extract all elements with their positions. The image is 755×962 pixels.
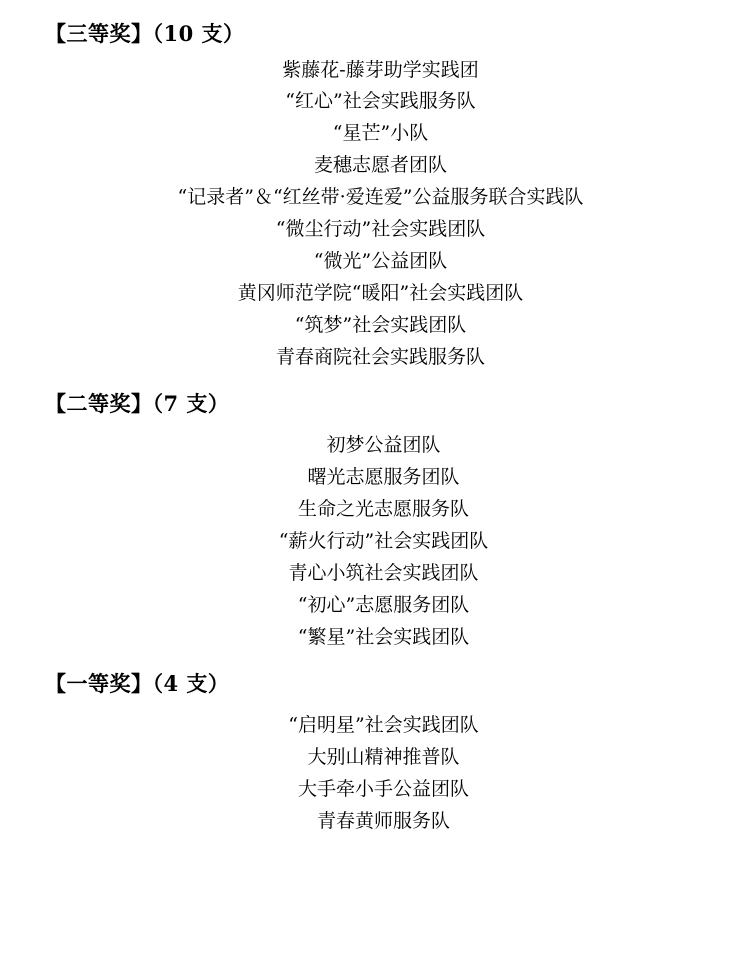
list-item: “星芒”小队 — [332, 122, 429, 145]
list-item: “微尘行动”社会实践团队 — [275, 218, 486, 241]
list-item: 麦穗志愿者团队 — [313, 154, 447, 177]
section-first-prize — [0, 668, 755, 838]
list-item: 初梦公益团队 — [326, 434, 441, 457]
list-item: 黄冈师范学院“暖阳”社会实践团队 — [237, 281, 524, 304]
list-item: 青春商院社会实践服务队 — [275, 345, 485, 368]
list-item: 青心小筑社会实践团队 — [288, 561, 479, 584]
list-item: 紫藤花-藤芽助学实践团 — [282, 58, 479, 81]
list-item: 曙光志愿服务团队 — [307, 466, 460, 489]
list-item: 大手牵小手公益团队 — [297, 777, 469, 800]
section-heading-second-prize: 【二等奖】（7 支） — [45, 390, 230, 416]
list-item: “筑梦”社会实践团队 — [294, 313, 467, 336]
section-heading-third-prize: 【三等奖】（10 支） — [45, 21, 245, 46]
entry-list-third-prize — [0, 55, 755, 374]
list-item: 生命之光志愿服务队 — [297, 497, 469, 520]
section-heading-first-prize: 【一等奖】（4 支） — [45, 670, 230, 696]
list-item: “微光”公益团队 — [313, 249, 448, 272]
list-item: 大别山精神推普队 — [307, 745, 460, 768]
document-page — [0, 18, 755, 962]
list-item: “启明星”社会实践团队 — [288, 714, 479, 737]
list-item: “繁星”社会实践团队 — [297, 625, 470, 648]
entry-list-first-prize — [0, 710, 755, 838]
list-item: “红心”社会实践服务队 — [285, 90, 476, 113]
section-second-prize — [0, 388, 755, 654]
list-item: 青春黄师服务队 — [316, 809, 450, 832]
list-item: “记录者”＆“红丝带·爱连爱”公益服务联合实践队 — [177, 186, 584, 209]
list-item: “初心”志愿服务团队 — [297, 593, 470, 616]
entry-list-second-prize — [0, 430, 755, 653]
section-third-prize — [0, 18, 755, 374]
list-item: “薪火行动”社会实践团队 — [278, 529, 489, 552]
